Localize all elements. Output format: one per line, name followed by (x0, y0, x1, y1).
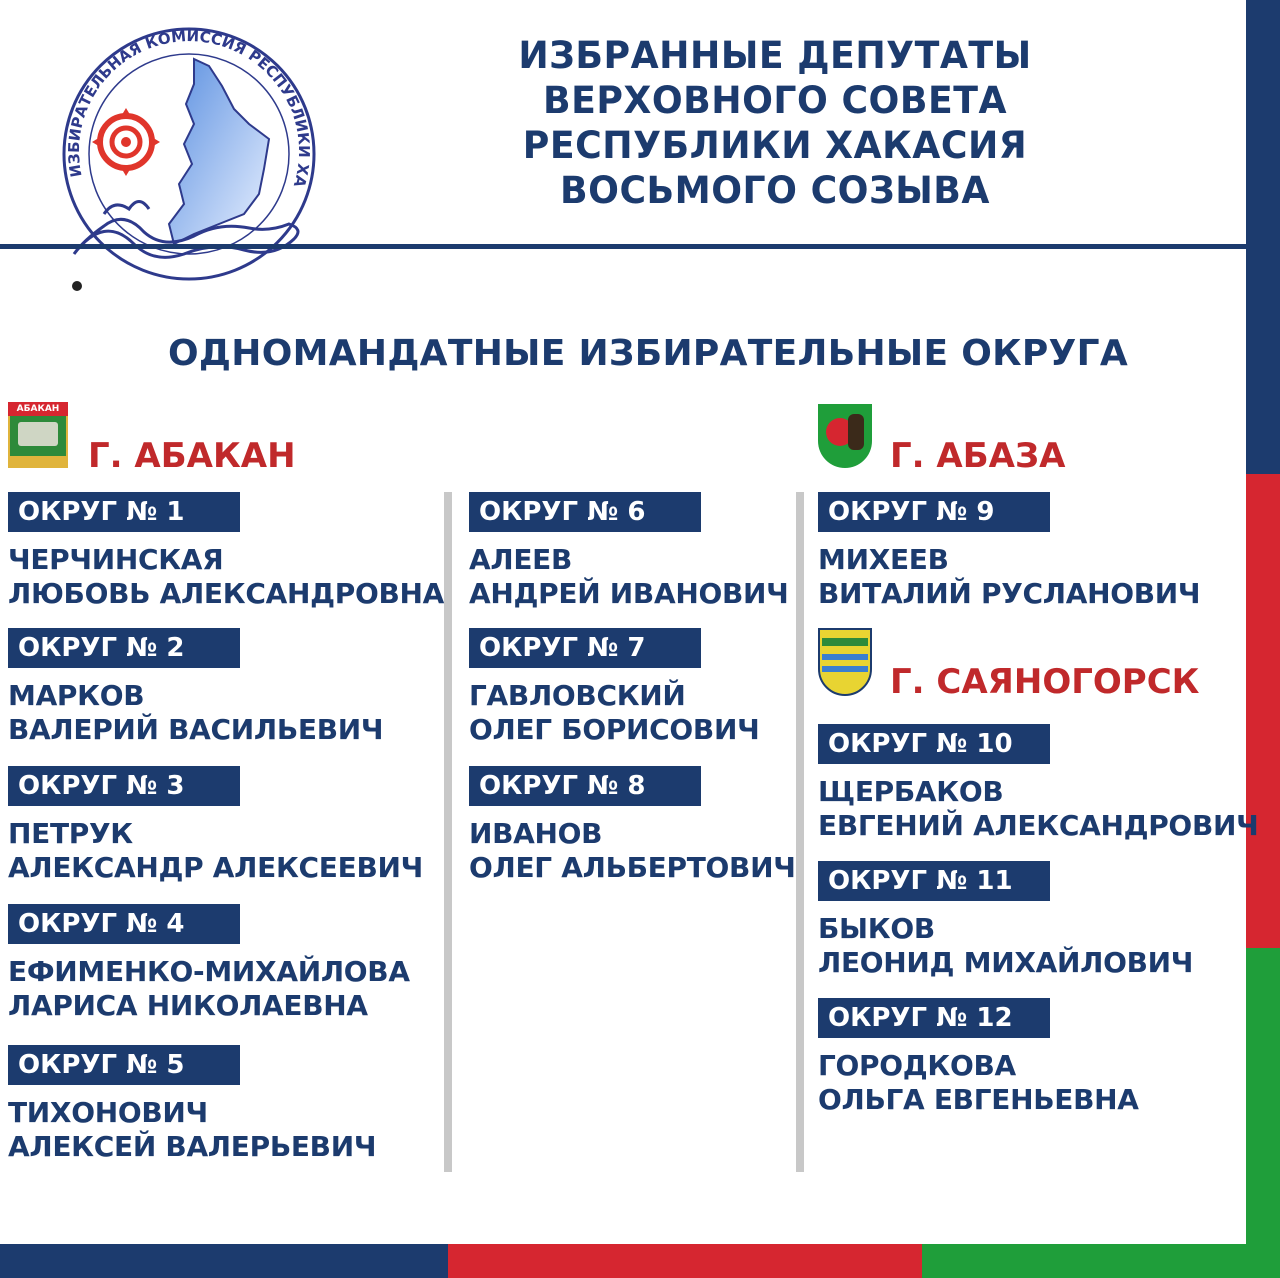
deputy-given-1: ЛЮБОВЬ АЛЕКСАНДРОВНА (8, 577, 444, 610)
deputy-given-6: АНДРЕЙ ИВАНОВИЧ (469, 577, 789, 610)
district-label-5: ОКРУГ № 5 (8, 1045, 240, 1085)
election-commission-logo (44, 14, 324, 304)
district-label-9: ОКРУГ № 9 (818, 492, 1050, 532)
deputy-given-3: АЛЕКСАНДР АЛЕКСЕЕВИЧ (8, 851, 423, 884)
deputy-surname-10: ЩЕРБАКОВ (818, 775, 1004, 808)
logo-emblem-icon (44, 14, 324, 304)
district-label-4: ОКРУГ № 4 (8, 904, 240, 944)
title-line-1: ИЗБРАННЫЕ ДЕПУТАТЫ (518, 34, 1032, 77)
right-stripe-navy (1246, 0, 1280, 474)
sayanogorsk-coat-of-arms (818, 628, 872, 696)
title-line-2: ВЕРХОВНОГО СОВЕТА (542, 79, 1008, 122)
deputy-surname-9: МИХЕЕВ (818, 543, 949, 576)
district-label-3: ОКРУГ № 3 (8, 766, 240, 806)
svg-text:ИЗБИРАТЕЛЬНАЯ КОМИССИЯ РЕСПУБЛ: ИЗБИРАТЕЛЬНАЯ КОМИССИЯ РЕСПУБЛИКИ ХА (64, 27, 314, 190)
header-divider (0, 244, 1246, 249)
abakan-coat-label: АБАКАН (8, 402, 68, 416)
deputy-given-9: ВИТАЛИЙ РУСЛАНОВИЧ (818, 577, 1201, 610)
deputy-given-5: АЛЕКСЕЙ ВАЛЕРЬЕВИЧ (8, 1130, 377, 1163)
deputy-surname-1: ЧЕРЧИНСКАЯ (8, 543, 224, 576)
deputy-surname-12: ГОРОДКОВА (818, 1049, 1016, 1082)
deputy-surname-8: ИВАНОВ (469, 817, 603, 850)
title-line-4: ВОСЬМОГО СОЗЫВА (559, 169, 990, 212)
deputy-given-11: ЛЕОНИД МИХАЙЛОВИЧ (818, 946, 1194, 979)
bottom-stripe-red (448, 1244, 922, 1278)
title-line-3: РЕСПУБЛИКИ ХАКАСИЯ (522, 124, 1028, 167)
deputy-given-8: ОЛЕГ АЛЬБЕРТОВИЧ (469, 851, 796, 884)
deputy-given-10: ЕВГЕНИЙ АЛЕКСАНДРОВИЧ (818, 809, 1259, 842)
deputy-given-12: ОЛЬГА ЕВГЕНЬЕВНА (818, 1083, 1139, 1116)
column-divider-2 (796, 492, 804, 1172)
city-abaza: Г. АБАЗА (890, 436, 1066, 476)
district-label-10: ОКРУГ № 10 (818, 724, 1050, 764)
district-label-8: ОКРУГ № 8 (469, 766, 701, 806)
right-stripe-green (1246, 948, 1280, 1278)
deputy-surname-11: БЫКОВ (818, 912, 935, 945)
deputy-given-4: ЛАРИСА НИКОЛАЕВНА (8, 989, 368, 1022)
deputy-surname-7: ГАВЛОВСКИЙ (469, 679, 686, 712)
district-label-6: ОКРУГ № 6 (469, 492, 701, 532)
district-label-1: ОКРУГ № 1 (8, 492, 240, 532)
deputy-given-2: ВАЛЕРИЙ ВАСИЛЬЕВИЧ (8, 713, 384, 746)
city-sayanogorsk: Г. САЯНОГОРСК (890, 662, 1200, 702)
district-label-11: ОКРУГ № 11 (818, 861, 1050, 901)
district-label-7: ОКРУГ № 7 (469, 628, 701, 668)
right-stripe-red (1246, 474, 1280, 948)
deputy-surname-2: МАРКОВ (8, 679, 145, 712)
deputy-surname-5: ТИХОНОВИЧ (8, 1096, 208, 1129)
district-label-12: ОКРУГ № 12 (818, 998, 1050, 1038)
abakan-coat-of-arms (8, 402, 68, 468)
deputy-surname-3: ПЕТРУК (8, 817, 133, 850)
bottom-stripe-navy (0, 1244, 448, 1278)
district-label-2: ОКРУГ № 2 (8, 628, 240, 668)
deputy-given-7: ОЛЕГ БОРИСОВИЧ (469, 713, 760, 746)
abaza-coat-of-arms (818, 404, 872, 468)
column-divider-1 (444, 492, 452, 1172)
bottom-stripe-green (922, 1244, 1280, 1278)
section-subtitle: ОДНОМАНДАТНЫЕ ИЗБИРАТЕЛЬНЫЕ ОКРУГА (168, 333, 1128, 374)
deputy-surname-4: ЕФИМЕНКО-МИХАЙЛОВА (8, 955, 410, 988)
deputy-surname-6: АЛЕЕВ (469, 543, 573, 576)
city-abakan: Г. АБАКАН (88, 436, 296, 476)
